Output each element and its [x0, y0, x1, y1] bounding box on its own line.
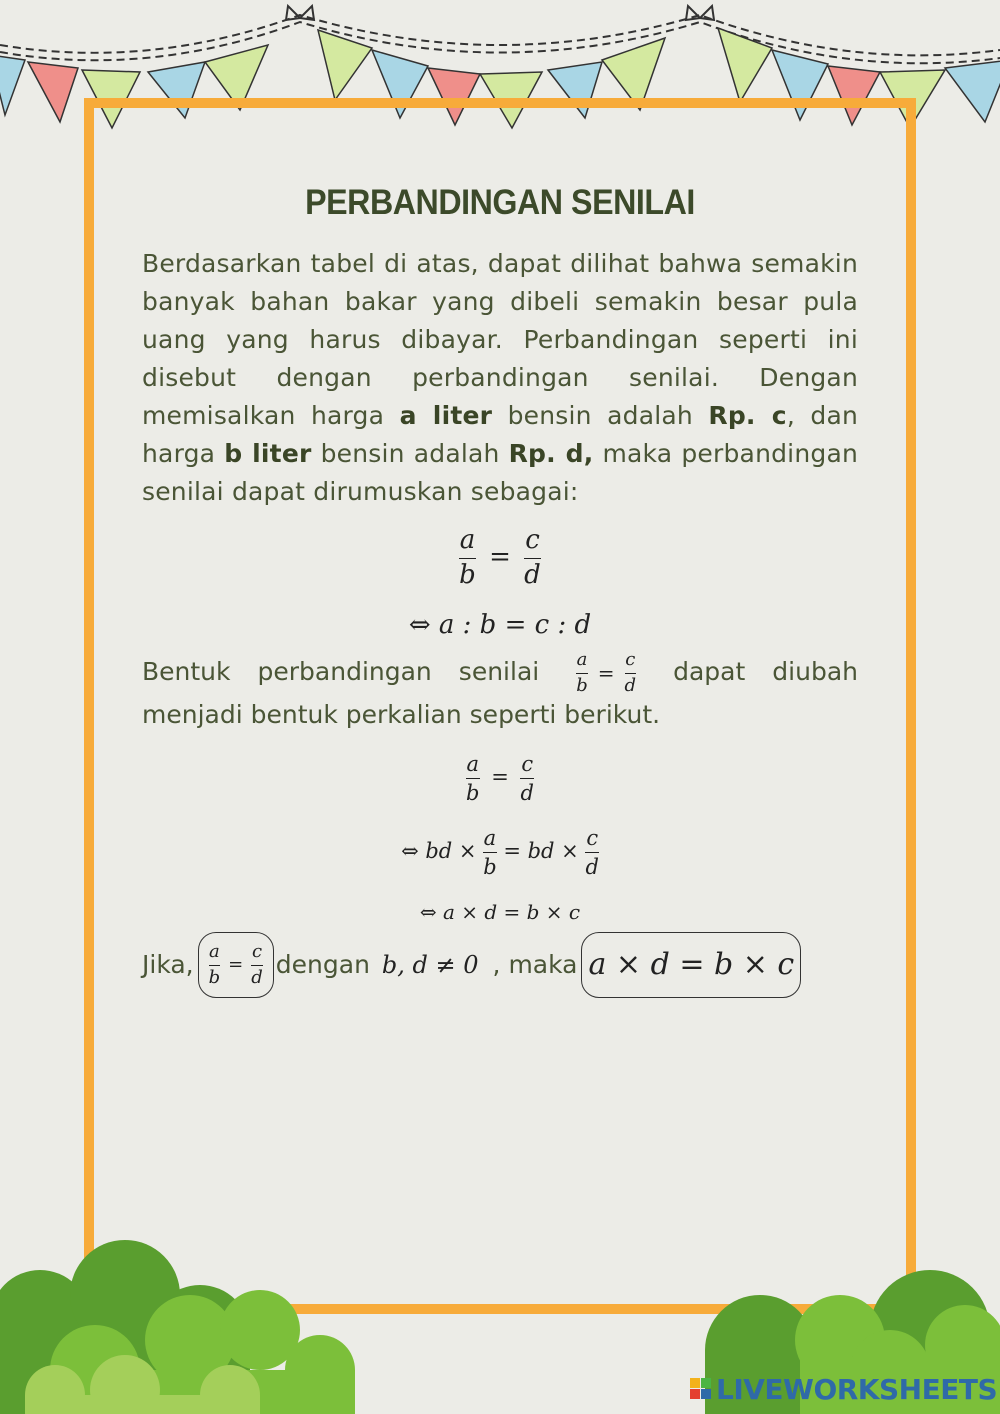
boxed-result: a × d = b × c: [581, 932, 801, 998]
condition-text: b, d ≠ 0: [381, 951, 479, 979]
equals-sign: =: [489, 542, 511, 573]
liveworksheets-icon: [690, 1378, 712, 1400]
formula-ratio: [0, 526, 1000, 591]
para-text-2: bensin adalah: [492, 401, 709, 430]
intro-paragraph: [142, 245, 858, 511]
derivation-line-1: $\frac{a}{b}$ = $\frac{c}{d}$: [466, 752, 534, 806]
transform-paragraph: Bentuk perbandingan senilai $\frac{a}{b}$ = $\frac{c}{d}$ dapat diubah menjadi bentuk perkalian seperti berikut.: [142, 649, 859, 730]
para-text-4: bensin adalah: [311, 439, 509, 468]
boxed-ratio: $\frac{a}{b}$ = $\frac{c}{d}$: [198, 932, 274, 998]
conclusion-line: Jika, $\frac{a}{b}$ = $\frac{c}{d}$ dengan b, d ≠ 0 , maka a × d = b × c: [142, 932, 902, 998]
para-bold-rp-c: Rp. c: [708, 401, 787, 430]
liveworksheets-logo: [690, 1372, 997, 1406]
derivation-line-2: ⇔ bd × $\frac{a}{b}$ = bd × $\frac{c}{d}$: [401, 826, 599, 880]
para-text-5: maka perbandingan senilai dapat dirumuskan sebagai:: [142, 439, 859, 506]
para-text-1: Berdasarkan tabel di atas, dapat dilihat bahwa semakin banyak bahan bakar yang dibeli semakin besar pula uang yang harus dibayar. Perbandingan seperti ini disebut dengan perbandingan senilai. Dengan memisalkan harga: [142, 249, 858, 430]
derivation-line-3: ⇔ a × d = b × c: [419, 900, 581, 924]
para-bold-a-liter: a liter: [399, 401, 493, 430]
bushes-left-decoration: [0, 1230, 380, 1414]
formula-colon-ratio: ⇔ a : b = c : d: [408, 610, 592, 640]
watermark-text: LIVEWORKSHEETS: [716, 1372, 998, 1406]
fraction-c-over-d: $\frac{c}{d}$: [524, 525, 541, 590]
para-bold-b-liter: b liter: [224, 439, 312, 468]
page-title: PERBANDINGAN SENILAI: [305, 183, 695, 222]
fraction-a-over-b: $\frac{a}{b}$: [459, 525, 476, 590]
inline-fraction-a-b: $\frac{a}{b}$: [576, 649, 588, 696]
para-bold-rp-d: Rp. d,: [508, 439, 594, 468]
para-text-3: , dan harga: [142, 401, 859, 468]
inline-fraction-c-d: $\frac{c}{d}$: [624, 649, 637, 696]
